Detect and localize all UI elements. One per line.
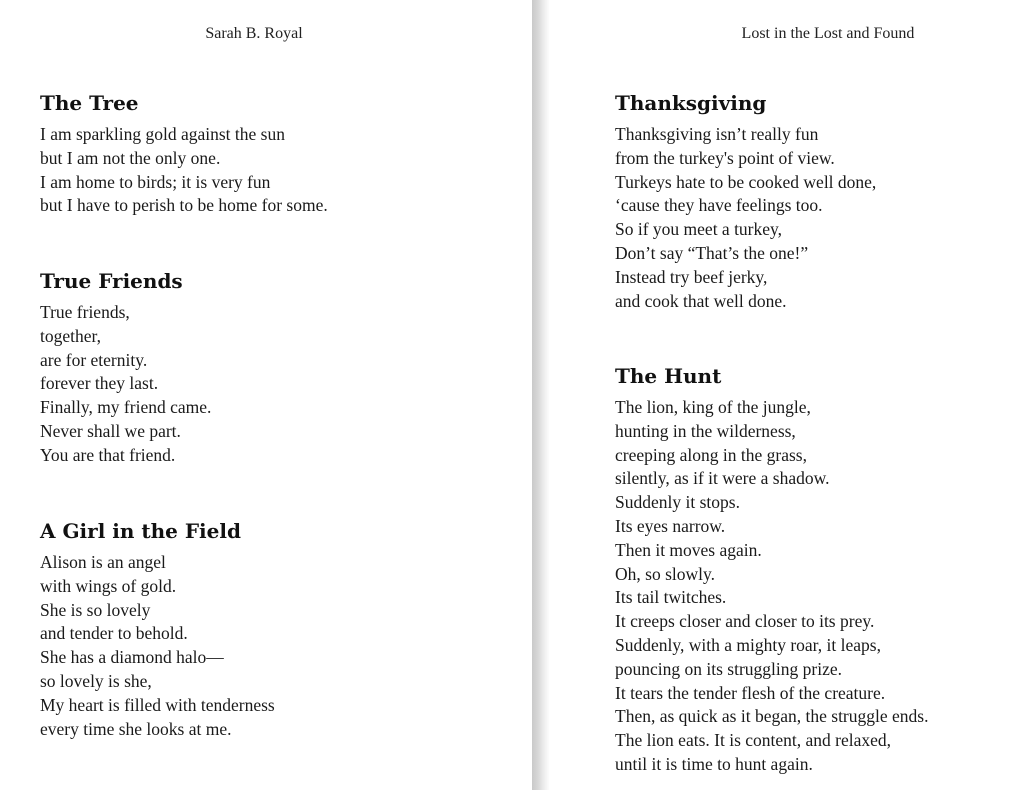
poem-line: so lovely is she, [40,670,152,691]
poem-title: The Tree [40,91,139,115]
poem-line: Thanksgiving isn’t really fun [615,124,819,144]
poem-a-girl-in-the-field [40,519,275,741]
running-head-author: Sarah B. Royal [205,25,303,42]
poem-line: Don’t say “That’s the one!” [615,242,809,263]
poem-line: Finally, my friend came. [40,397,212,418]
poem-line: and cook that well done. [615,290,787,311]
poem-line: She is so lovely [40,599,151,620]
poem-thanksgiving [615,91,876,313]
poem-line: It tears the tender flesh of the creature. [615,682,886,703]
poem-title: True Friends [40,269,183,293]
poem-line: with wings of gold. [40,575,177,596]
poem-true-friends [40,269,211,468]
poem-line: Turkeys hate to be cooked well done, [615,171,877,192]
book-spine-gutter [532,0,550,790]
poem-line: but I have to perish to be home for some. [40,195,328,216]
poem-line: ‘cause they have feelings too. [615,195,823,216]
poem-line: until it is time to hunt again. [615,753,813,774]
poem-line: pouncing on its struggling prize. [615,658,842,679]
poem-line: True friends, [40,302,130,322]
poem-line: Alison is an angel [40,552,166,572]
poem-title: A Girl in the Field [40,519,241,543]
poem-line: are for eternity. [40,349,148,370]
poem-line: Suddenly it stops. [615,492,740,513]
poem-line: every time she looks at me. [40,718,232,739]
poem-line: from the turkey's point of view. [615,147,835,168]
poem-line: Instead try beef jerky, [615,266,768,287]
poem-line: I am home to birds; it is very fun [40,171,271,192]
right-page[interactable] [550,0,1023,790]
poem-the-tree [40,91,328,218]
poem-title: Thanksgiving [615,91,767,115]
poem-line: So if you meet a turkey, [615,219,783,240]
poem-line: Never shall we part. [40,420,181,441]
poem-line: and tender to behold. [40,623,188,644]
poem-line: Then it moves again. [615,539,762,560]
poem-title: The Hunt [615,364,722,388]
poem-line: together, [40,325,102,346]
poem-line: She has a diamond halo— [40,647,224,668]
poem-line: Oh, so slowly. [615,563,715,584]
poem-line: silently, as if it were a shadow. [615,468,830,489]
poem-line: It creeps closer and closer to its prey. [615,611,875,632]
poem-line: I am sparkling gold against the sun [40,124,285,144]
poem-line: My heart is filled with tenderness [40,694,275,715]
poem-line: Then, as quick as it began, the struggle ends. [615,706,929,727]
poem-line: Its eyes narrow. [615,515,726,536]
poem-line: creeping along in the grass, [615,444,807,465]
poem-line: but I am not the only one. [40,147,221,168]
poem-line: You are that friend. [40,444,176,465]
poem-line: hunting in the wilderness, [615,420,796,441]
poem-line: Suddenly, with a mighty roar, it leaps, [615,634,881,655]
poem-line: forever they last. [40,373,159,394]
poem-line: The lion eats. It is content, and relaxed, [615,730,892,751]
poem-line: Its tail twitches. [615,587,727,608]
running-head-book-title: Lost in the Lost and Found [741,25,915,42]
poem-the-hunt [615,364,928,777]
poem-line: The lion, king of the jungle, [615,397,811,417]
